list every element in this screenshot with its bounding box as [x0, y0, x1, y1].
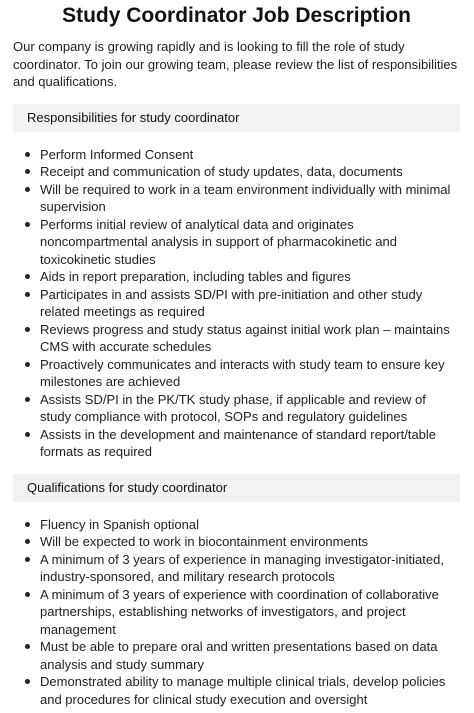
list-item: Will be expected to work in biocontainment environments	[40, 533, 460, 551]
intro-paragraph: Our company is growing rapidly and is looking to fill the role of study coordinator. To join our growing team, please review the list of responsibilities and qualifications.	[13, 39, 458, 89]
list-item: Will be required to work in a team environment individually with minimal supervision	[40, 181, 460, 216]
qualifications-list	[13, 516, 460, 709]
responsibilities-heading: Responsibilities for study coordinator	[13, 104, 460, 132]
page-title: Study Coordinator Job Description	[62, 4, 411, 27]
list-item: Demonstrated ability to manage multiple clinical trials, develop policies and procedures for clinical study execution and oversight	[40, 673, 460, 708]
list-item: Fluency in Spanish optional	[40, 516, 460, 534]
list-item: Perform Informed Consent	[40, 146, 460, 164]
list-item: Assists in the development and maintenance of standard report/table formats as required	[40, 426, 460, 461]
list-item: Proactively communicates and interacts with study team to ensure key milestones are achieved	[40, 356, 460, 391]
responsibilities-list	[13, 146, 460, 461]
list-item: Must be able to prepare oral and written presentations based on data analysis and study summary	[40, 638, 460, 673]
list-item: Assists SD/PI in the PK/TK study phase, if applicable and review of study compliance with protocol, SOPs and regulatory guidelines	[40, 391, 460, 426]
list-item: Reviews progress and study status against initial work plan – maintains CMS with accurate schedules	[40, 321, 460, 356]
list-item: Receipt and communication of study updates, data, documents	[40, 163, 460, 181]
list-item: Participates in and assists SD/PI with pre-initiation and other study related meetings as required	[40, 286, 460, 321]
qualifications-heading: Qualifications for study coordinator	[13, 474, 460, 502]
list-item: Aids in report preparation, including tables and figures	[40, 268, 460, 286]
list-item: A minimum of 3 years of experience with coordination of collaborative partnerships, establishing networks of investigators, and project management	[40, 586, 460, 639]
list-item: Performs initial review of analytical data and originates noncompartmental analysis in support of pharmacokinetic and toxicokinetic studies	[40, 216, 460, 269]
list-item: A minimum of 3 years of experience in managing investigator-initiated, industry-sponsored, and military research protocols	[40, 551, 460, 586]
